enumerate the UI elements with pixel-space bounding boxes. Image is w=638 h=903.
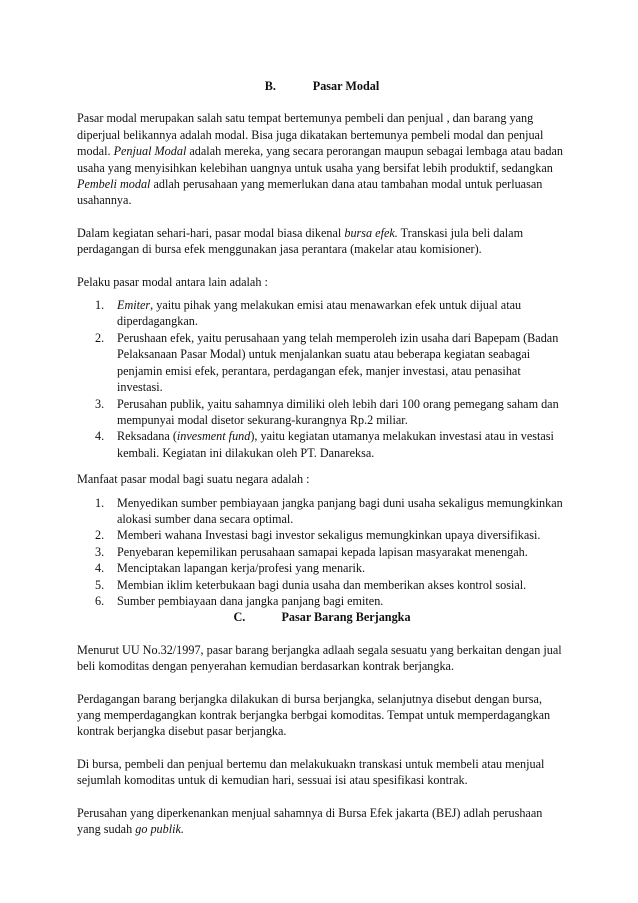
list-item [77, 544, 567, 560]
list-item [77, 593, 567, 609]
text-run: adlah perusahaan yang memerlukan dana atau tambahan modal untuk perluasan usahannya. [77, 177, 543, 208]
list-item [77, 330, 567, 396]
list-text: Perushaan efek, yaitu perusahaan yang telah memperoleh izin usaha dari Bapepam (Badan Pelaksanaan Pasar Modal) untuk menjalankan suatu atau beberapa kegiatan seabagai penjamin emisi efek, perantara, perdagangan efek, manjer investasi, atau penasihat investasi. [117, 330, 559, 395]
section-b-title: Pasar Modal [312, 79, 380, 93]
paragraph-transaksi-bursa: Di bursa, pembeli dan penjual bertemu dan melakukuakn transkasi untuk membeli atau menjual sejumlah komoditas untuk di kemudian hari, sessuai isi atau spesifikasi kontrak. [77, 756, 545, 788]
italic-term-pembeli-modal: Pembeli modal [77, 177, 151, 192]
italic-term-invesment-fund: invesment fund [176, 429, 251, 444]
list-number: 1. [95, 298, 105, 313]
list-number: 3. [95, 544, 105, 559]
section-c-heading [77, 609, 567, 625]
italic-term-emiter: Emiter [117, 298, 151, 313]
list-number: 2. [95, 330, 105, 345]
section-c-number: C. [233, 610, 246, 625]
text-run: Dalam kegiatan sehari-hari, pasar modal biasa dikenal [77, 225, 345, 240]
list-text: ), yaitu kegiatan utamanya melakukan investasi atau in vestasi kembali. Kegiatan ini dilakukan oleh PT. Danareksa. [117, 429, 554, 460]
list-number: 2. [95, 528, 105, 543]
list-text: Reksadana ( [117, 429, 177, 444]
italic-term-go-publik: go publik. [135, 822, 184, 837]
list-number: 4. [95, 429, 105, 444]
list-item [77, 560, 567, 576]
text-run: Pasar modal merupakan salah satu tempat bertemunya pembeli dan penjual , dan barang yang diperjual belikannya adalah modal. Bisa juga dikatakan bertemunya pembeli modal dan penjual modal. [77, 111, 544, 159]
list-text: Menciptakan lapangan kerja/profesi yang menarik. [117, 561, 366, 576]
list-text: Penyebaran kepemilikan perusahaan samapai kepada lapisan masyarakat menengah. [117, 544, 528, 559]
list-text: Menyedikan sumber pembiayaan jangka panjang bagi duni usaha sekaligus memungkinkan alokasi sumber dana secara optimal. [117, 495, 563, 526]
list-number: 5. [95, 577, 105, 592]
list-pelaku-pasar-modal [77, 297, 567, 461]
list-item [77, 527, 567, 543]
list-text: Sumber pembiayaan dana jangka panjang bagi emiten. [117, 593, 384, 608]
list-number: 4. [95, 561, 105, 576]
list-item [77, 428, 567, 461]
text-run: Perusahan yang diperkenankan menjual sahamnya di Bursa Efek jakarta (BEJ) adlah perushaan yang sudah [77, 805, 543, 837]
list-text: Memberi wahana Investasi bagi investor sekaligus memungkinkan upaya diversifikasi. [117, 528, 541, 543]
list-manfaat-pasar-modal [77, 495, 567, 610]
list-number: 3. [95, 396, 105, 411]
paragraph-pasar-modal-definition [77, 110, 567, 208]
section-b-heading [77, 78, 567, 94]
text-run: adalah mereka, yang secara perorangan maupun sebagai lembaga atau badan usaha yang menyisihkan kelebihan uangnya untuk usaha yang bersifat lebih produktif, sedangkan [77, 144, 563, 175]
paragraph-uu-definition: Menurut UU No.32/1997, pasar barang berjangka adlaah segala sesuatu yang berkaitan dengan jual beli komoditas dengan penyerahan kemudian berdasarkan kontrak berjangka. [77, 642, 562, 674]
text-run: Transkasi jula beli dalam perdagangan di bursa efek menggunakan jasa perantara (makelar atau komisioner). [77, 225, 524, 257]
paragraph-bursa-berjangka: Perdagangan barang berjangka dilakukan di bursa berjangka, selanjutnya disebut dengan bursa, yang memperdagangkan kontrak berjangka berbgai komoditas. Tempat untuk memperdagangkan kontrak berjangka disebut pasar berjangka. [77, 691, 551, 739]
list-number: 6. [95, 593, 105, 608]
list-item [77, 577, 567, 593]
paragraph-go-publik [77, 805, 567, 838]
paragraph-bursa-efek [77, 225, 567, 258]
list-text: Membian iklim keterbukaan bagi dunia usaha dan memberikan akses kontrol sosial. [117, 577, 527, 592]
list-item [77, 495, 567, 528]
italic-term-bursa-efek: bursa efek. [344, 225, 398, 240]
document-page [77, 78, 567, 837]
list-number: 1. [95, 495, 105, 510]
paragraph-pelaku-intro: Pelaku pasar modal antara lain adalah : [77, 274, 268, 289]
italic-term-penjual-modal: Penjual Modal [113, 144, 187, 159]
section-b-number: B. [264, 79, 276, 93]
section-c-title: Pasar Barang Berjangka [281, 610, 411, 625]
paragraph-manfaat-intro: Manfaat pasar modal bagi suatu negara adalah : [77, 472, 310, 487]
list-item [77, 396, 567, 429]
list-item [77, 297, 567, 330]
list-text: Perusahan publik, yaitu sahamnya dimiliki oleh lebih dari 100 orang pemegang saham dan mempunyai modal disetor sekurang-kurangnya Rp.2 miliar. [117, 396, 559, 427]
list-text: , yaitu pihak yang melakukan emisi atau menawarkan efek untuk dijual atau diperdagangkan. [117, 298, 522, 329]
